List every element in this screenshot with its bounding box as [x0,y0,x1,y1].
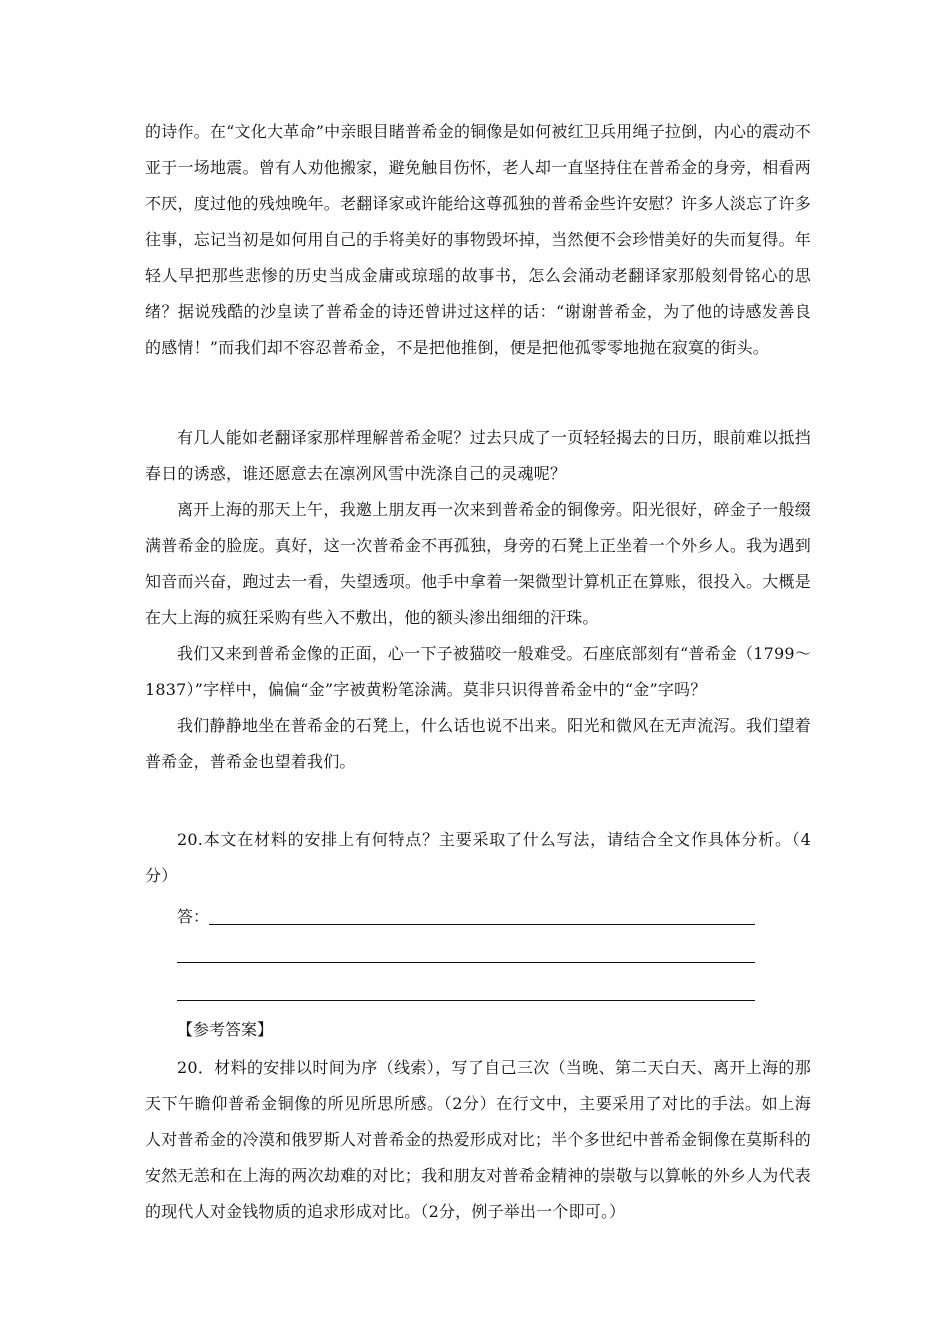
passage-paragraph-1: 的诗作。在“文化大革命”中亲眼目睹普希金的铜像是如何被红卫兵用绳子拉倒，内心的震动不亚于一场地震。曾有人劝他搬家，避免触目伤怀，老人却一直坚持住在普希金的身旁，相看两不厌，度过他的残烛晚年。老翻译家或许能给这尊孤独的普希金些许安慰？许多人淡忘了许多往事，忘记当初是如何用自己的手将美好的事物毁坏掉，当然便不会珍惜美好的失而复得。年轻人早把那些悲惨的历史当成金庸或琼瑶的故事书，怎么会涌动老翻译家那般刻骨铭心的思绪？据说残酷的沙皇读了普希金的诗还曾讲过这样的话：“谢谢普希金，为了他的诗感发善良的感情！”而我们却不容忍普希金，不是把他推倒，便是把他孤零零地抛在寂寞的街头。 [145,122,811,357]
passage-paragraph-3-block [145,492,811,636]
reference-answer-block [145,1050,811,1230]
passage-paragraph-5: 我们静静地坐在普希金的石凳上，什么话也说不出来。阳光和微风在无声流泻。我们望着普希金，普希金也望着我们。 [145,716,811,771]
answer-line[interactable] [177,962,755,963]
question-text: 20.本文在材料的安排上有何特点？主要采取了什么写法，请结合全文作具体分析。（4分） [145,830,811,885]
passage-paragraph-2-block [145,420,811,492]
passage-paragraph-2: 有几人能如老翻译家那样理解普希金呢？过去只成了一页轻轻揭去的日历，眼前难以抵挡春日的诱惑，谁还愿意去在凛冽风雪中洗涤自己的灵魂呢？ [145,428,811,483]
answer-row-2 [177,944,757,966]
passage-paragraph-3: 离开上海的那天上午，我邀上朋友再一次来到普希金的铜像旁。阳光很好，碎金子一般缀满普希金的脸庞。真好，这一次普希金不再孤独，身旁的石凳上正坐着一个外乡人。我为遇到知音而兴奋，跑过去一看，失望透项。他手中拿着一架微型计算机正在算账，很投入。大概是在大上海的疯狂采购有些入不敷出，他的额头渗出细细的汗珠。 [145,500,811,627]
answer-row-1 [177,906,757,928]
passage-paragraph-1-block [145,114,811,366]
passage-paragraph-4: 我们又来到普希金像的正面，心一下子被猫咬一般难受。石座底部刻有“普希金（1799～1837）”字样中，偏偏“金”字被黄粉笔涂满。莫非只识得普希金中的“金”字吗？ [145,644,811,699]
answer-label: 答： [177,907,210,926]
passage-paragraph-4-block [145,636,811,708]
question-block [145,822,811,894]
passage-paragraph-5-block [145,708,811,780]
reference-heading: 【参考答案】 [177,1020,274,1039]
answer-line[interactable] [177,1000,755,1001]
reference-answer: 20．材料的安排以时间为序（线索），写了自己三次（当晚、第二天白天、离开上海的那天下午瞻仰普希金铜像的所见所思所感。（2分）在行文中，主要采用了对比的手法。如上海人对普希金的冷漠和俄罗斯人对普希金的热爱形成对比；半个多世纪中普希金铜像在莫斯科的安然无恙和在上海的两次劫难的对比；我和朋友对普希金精神的崇敬与以算帐的外乡人为代表的现代人对金钱物质的追求形成对比。（2分，例子举出一个即可。） [145,1058,811,1221]
answer-line[interactable] [209,924,755,925]
answer-row-3 [177,982,757,1004]
